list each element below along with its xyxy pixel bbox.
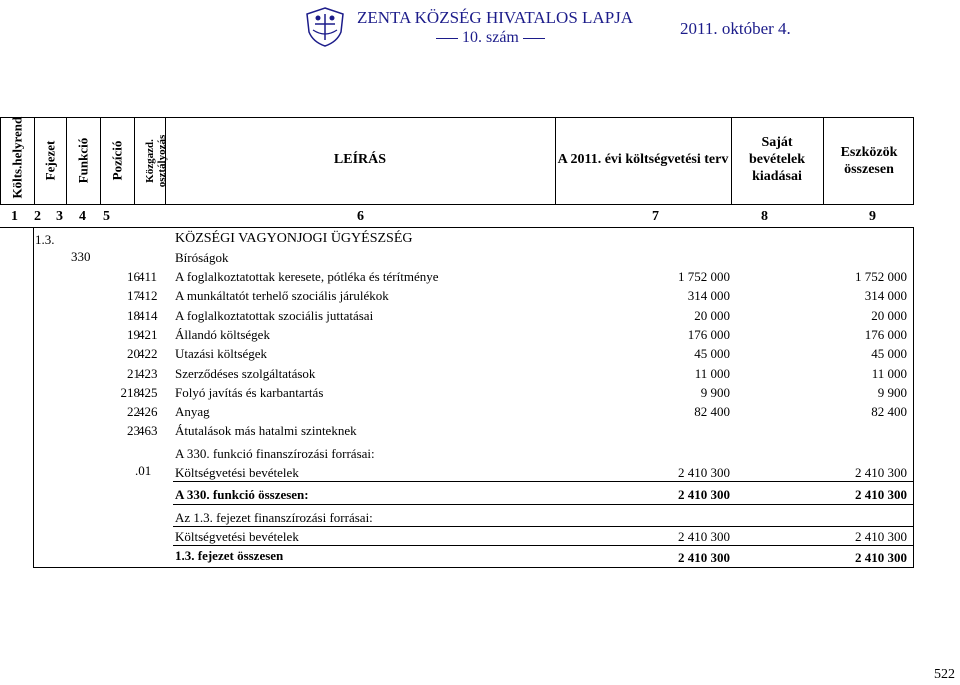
issue-date: 2011. október 4. bbox=[680, 19, 791, 38]
row-position: 21 bbox=[127, 366, 140, 381]
col-kozgazd-line1: Közgazd. bbox=[144, 139, 156, 183]
col-terv: A 2011. évi költségvetési terv bbox=[557, 152, 729, 167]
row-description: Utazási költségek bbox=[175, 346, 268, 361]
row-total-value: 314 000 bbox=[864, 288, 907, 303]
colnum-6: 6 bbox=[357, 209, 364, 224]
colnum-2: 2 bbox=[34, 209, 41, 224]
row-description: Folyó javítás és karbantartás bbox=[175, 385, 324, 400]
section-code: 1.3. bbox=[35, 232, 55, 247]
funding-code: .01 bbox=[135, 463, 152, 478]
row-description: Szerződéses szolgáltatások bbox=[175, 366, 316, 381]
function-title: Bíróságok bbox=[175, 250, 229, 265]
issue-label: 10. szám bbox=[462, 29, 519, 46]
row-plan-value: 1 752 000 bbox=[678, 269, 730, 284]
row-econ-code: 422 bbox=[138, 346, 158, 361]
funding-total: 2 410 300 bbox=[855, 465, 907, 480]
col-sajat-line1: Saját bbox=[761, 135, 793, 150]
row-description: A munkáltatót terhelő szociális járulékok bbox=[175, 288, 389, 303]
function-code: 330 bbox=[71, 249, 91, 264]
chapter-total-plan: 2 410 300 bbox=[678, 550, 730, 565]
col-eszkozok bbox=[823, 144, 915, 178]
row-plan-value: 45 000 bbox=[694, 346, 730, 361]
colnum-9: 9 bbox=[869, 209, 876, 224]
row-description: A foglalkoztatottak szociális juttatásai bbox=[175, 308, 374, 323]
row-total-value: 82 400 bbox=[871, 404, 907, 419]
col-funkcio: Funkció bbox=[75, 137, 91, 184]
row-description: Állandó költségek bbox=[175, 327, 270, 342]
row-plan-value: 176 000 bbox=[687, 327, 730, 342]
journal-title: ZENTA KÖZSÉG HIVATALOS LAPJA bbox=[357, 8, 634, 27]
row-econ-code: 412 bbox=[138, 288, 158, 303]
section-title: KÖZSÉGI VAGYONJOGI ÜGYÉSZSÉG bbox=[175, 231, 413, 246]
row-econ-code: 421 bbox=[138, 327, 158, 342]
col-kolts-helyrend: Költs.helyrend bbox=[9, 116, 25, 199]
colnum-4: 4 bbox=[79, 209, 86, 224]
chapter-funding-total: 2 410 300 bbox=[855, 529, 907, 544]
chapter-funding-plan: 2 410 300 bbox=[678, 529, 730, 544]
row-total-value: 9 900 bbox=[877, 385, 907, 400]
coat-of-arms-icon bbox=[303, 6, 347, 48]
row-position: 19 bbox=[127, 327, 140, 342]
row-total-value: 176 000 bbox=[864, 327, 907, 342]
row-position: 23 bbox=[127, 423, 140, 438]
row-econ-code: 414 bbox=[138, 308, 158, 323]
chapter-total-total: 2 410 300 bbox=[855, 550, 907, 565]
row-plan-value: 82 400 bbox=[694, 404, 730, 419]
funding-plan: 2 410 300 bbox=[678, 465, 730, 480]
row-plan-value: 314 000 bbox=[687, 288, 730, 303]
col-kozgazd-line2: osztályozás bbox=[156, 134, 168, 188]
col-fejezet: Fejezet bbox=[42, 140, 58, 181]
col-eszkozok-line1: Eszközök bbox=[840, 145, 898, 160]
issue-number bbox=[436, 29, 545, 47]
row-econ-code: 425 bbox=[138, 385, 158, 400]
row-position: 20 bbox=[127, 346, 140, 361]
row-total-value: 11 000 bbox=[871, 366, 907, 381]
colnum-5: 5 bbox=[103, 209, 110, 224]
chapter-total-label: 1.3. fejezet összesen bbox=[175, 548, 284, 563]
colnum-8: 8 bbox=[761, 209, 768, 224]
table-header bbox=[0, 117, 914, 205]
colnum-3: 3 bbox=[56, 209, 63, 224]
row-description: A foglalkoztatottak keresete, pótléka és térítménye bbox=[175, 269, 439, 284]
funding-heading: A 330. funkció finanszírozási forrásai: bbox=[175, 446, 375, 461]
col-eszkozok-line2: összesen bbox=[844, 162, 894, 177]
col-pozicio: Pozíció bbox=[109, 140, 125, 181]
function-total-total: 2 410 300 bbox=[855, 487, 907, 502]
row-description: Anyag bbox=[175, 404, 210, 419]
colnum-1: 1 bbox=[11, 209, 18, 224]
col-sajat bbox=[731, 134, 823, 185]
row-econ-code: 463 bbox=[138, 423, 158, 438]
dash-left bbox=[436, 38, 458, 39]
funding-label: Költségvetési bevételek bbox=[175, 465, 299, 480]
row-total-value: 20 000 bbox=[871, 308, 907, 323]
row-description: Átutalások más hatalmi szinteknek bbox=[175, 423, 357, 438]
row-total-value: 45 000 bbox=[871, 346, 907, 361]
colnum-7: 7 bbox=[652, 209, 659, 224]
row-plan-value: 20 000 bbox=[694, 308, 730, 323]
row-position: 22 bbox=[127, 404, 140, 419]
col-leiras: LEÍRÁS bbox=[333, 152, 387, 167]
function-total-label: A 330. funkció összesen: bbox=[175, 487, 309, 502]
chapter-funding-label: Költségvetési bevételek bbox=[175, 529, 299, 544]
chapter-funding-heading: Az 1.3. fejezet finanszírozási forrásai: bbox=[175, 510, 373, 525]
row-plan-value: 9 900 bbox=[700, 385, 730, 400]
row-position: 17 bbox=[127, 288, 140, 303]
col-sajat-line3: kiadásai bbox=[752, 169, 802, 184]
function-total-plan: 2 410 300 bbox=[678, 487, 730, 502]
row-econ-code: 426 bbox=[138, 404, 158, 419]
row-plan-value: 11 000 bbox=[694, 366, 730, 381]
row-econ-code: 411 bbox=[138, 269, 158, 284]
row-econ-code: 423 bbox=[138, 366, 158, 381]
col-sajat-line2: bevételek bbox=[749, 152, 805, 167]
row-position: 16 bbox=[127, 269, 140, 284]
row-position: 218 bbox=[120, 385, 140, 400]
dash-right bbox=[523, 38, 545, 39]
page-number: 522 bbox=[934, 667, 955, 682]
row-total-value: 1 752 000 bbox=[855, 269, 907, 284]
row-position: 18 bbox=[127, 308, 140, 323]
